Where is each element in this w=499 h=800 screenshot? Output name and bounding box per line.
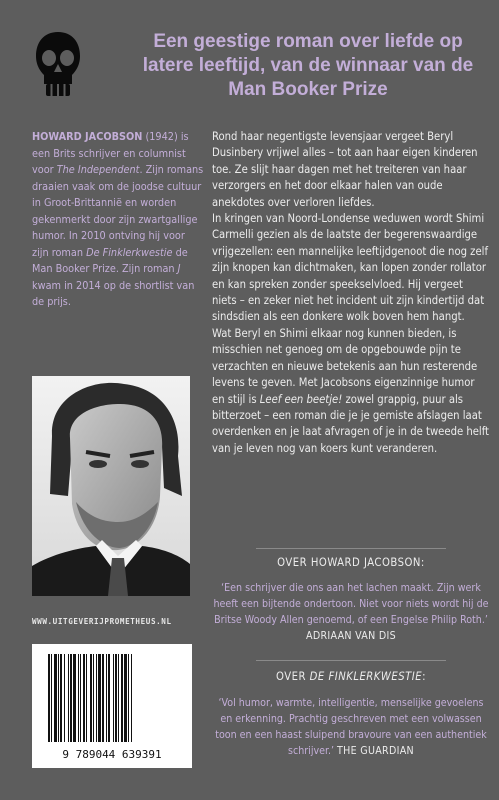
review-quote-book [212, 695, 490, 759]
book-title: J [177, 262, 181, 275]
bio-text: is een Brits schrijver en columnist voor [32, 130, 189, 176]
review-heading-author: OVER HOWARD JACOBSON: [277, 556, 425, 569]
review-heading-book [212, 670, 490, 683]
barcode-bar [98, 654, 101, 742]
heading-text: : [422, 670, 426, 683]
barcode-bar [108, 654, 110, 742]
barcode-bar [68, 654, 69, 742]
barcode-bar [96, 654, 97, 742]
barcode-bar [128, 654, 129, 742]
tagline: Een geestige roman over liefde op latere leeftijd, van de winnaar van de Man Booker Prize [142, 31, 474, 100]
barcode-bar [106, 654, 107, 742]
skull-icon [34, 30, 82, 98]
barcode-bar [78, 654, 79, 742]
description-paragraph [212, 326, 490, 457]
review-quote-author [212, 580, 490, 644]
divider [256, 660, 446, 661]
heading-text: OVER [276, 670, 310, 683]
description-paragraph: Rond haar negentigste levensjaar vergeet Beryl Dusinbery vrijwel alles – tot aan haar eigen kinderen toe. Ze slijt haar dagen met het treiteren van haar verzorgers en het door elkaar halen van oude anekdotes over verloren liefdes. [212, 130, 478, 209]
isbn-number: 9 789044 639391 [62, 748, 162, 761]
divider [256, 548, 446, 549]
newspaper-title: The Independent [56, 163, 140, 176]
barcode [32, 644, 192, 768]
book-title: Leef een beetje! [259, 392, 343, 406]
barcode-bar [58, 654, 59, 742]
author-bio [32, 129, 204, 311]
book-title: DE FINKLERKWESTIE [309, 670, 423, 683]
bio-text: kwam in 2014 op de shortlist van de prijs. [32, 278, 195, 308]
barcode-bar [124, 654, 127, 742]
barcode-bar [54, 654, 57, 742]
quote-text: ‘Een schrijver die ons aan het lachen maakt. Zijn werk heeft een bijtende ondertoon. Niet voor niets wordt hij de Britse Woody Allen genoemd, of een Engelse Philip Roth.’ [213, 582, 489, 626]
barcode-bar [113, 654, 114, 742]
barcode-bar [90, 654, 92, 742]
book-title: De Finklerkwestie [86, 245, 173, 259]
barcode-bar [51, 654, 52, 742]
barcode-bar [64, 654, 65, 742]
barcode-bar [115, 654, 117, 742]
publisher-website[interactable]: WWW.UITGEVERIJPROMETHEUS.NL [32, 617, 172, 626]
author-photo [32, 376, 190, 596]
barcode-bar [73, 654, 76, 742]
barcode-bars [46, 654, 178, 748]
barcode-bar [131, 654, 132, 742]
description-text: Wat Beryl en Shimi elkaar nog kunnen bieden, is misschien net genoeg om de opgebouwde pijn te verzachten en nieuwe betekenis aan hun resterende levens te geven. Met Jacobsons eigenzinnige humor en stijl is [212, 326, 478, 406]
book-description [212, 129, 490, 457]
barcode-bar [118, 654, 119, 742]
quote-text: ‘Vol humor, warmte, intelligentie, menselijke gevoelens en erkenning. Prachtig geschreven met een volwassen toon en een haast sluipend bravoure van een authentiek schrijver.’ [215, 697, 487, 757]
quote-source: ADRIAAN VAN DIS [306, 630, 396, 642]
barcode-bar [86, 654, 87, 742]
bio-text: . Zijn romans draaien vaak om de joodse cultuur in Groot-Brittannië en worden gekenmerkt door zijn zwartgallige humor. In 2010 ontving hij voor zijn roman [32, 163, 204, 259]
barcode-bar [70, 654, 72, 742]
barcode-bar [93, 654, 94, 742]
description-paragraph: In kringen van Noord-Londense weduwen wordt Shimi Carmelli gezien als de laatste der begerenswaardige vrijgezellen: een mannelijke leeftijdgenoot die nog zelf zijn knopen kan dichtmaken, kan lopen zonder rollator en kan spreken zonder speekselvloed. Hij vergeet niets – en zeker niet het incident uit zijn kindertijd dat sindsdien als een donkere wolk boven hem hangt. [212, 212, 488, 324]
quote-source: THE GUARDIAN [337, 745, 414, 757]
barcode-bar [121, 654, 123, 742]
description-text: zowel grappig, puur als bitterzoet – een roman die je je gemiste afslagen laat overdenken en je laat afvragen of je in de tweede helft van je leven nog van koers kunt veranderen. [212, 392, 490, 455]
barcode-bar [80, 654, 81, 742]
barcode-bar [60, 654, 62, 742]
bio-text: de Man Booker Prize. Zijn roman [32, 245, 188, 275]
barcode-bar [48, 654, 50, 742]
author-year: (1942) [145, 130, 178, 143]
barcode-bar [102, 654, 104, 742]
barcode-bar [83, 654, 85, 742]
author-name: HOWARD JACOBSON [32, 130, 143, 143]
